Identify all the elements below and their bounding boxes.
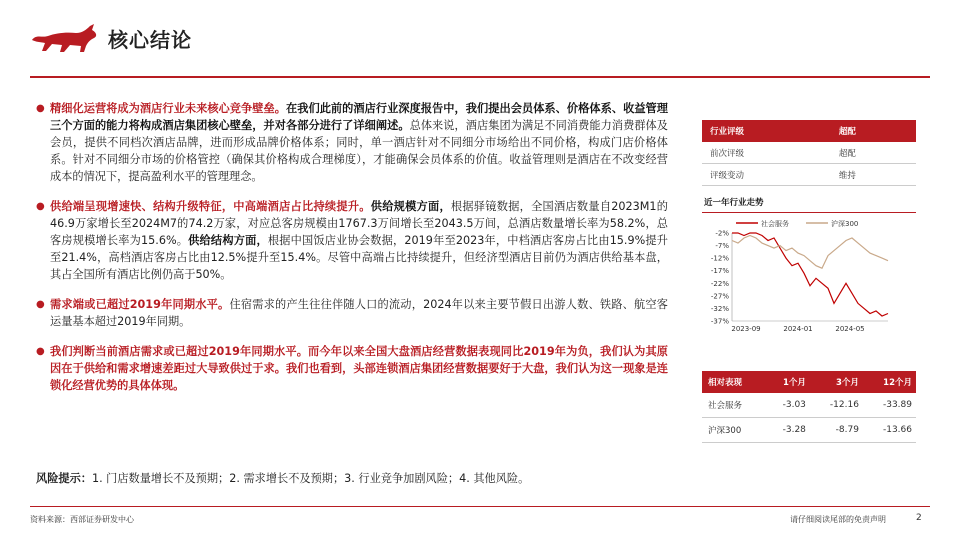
rating-header-row <box>702 120 916 142</box>
performance-header-row <box>702 371 916 393</box>
performance-cell: -3.28 <box>765 418 810 443</box>
bull-logo-icon <box>30 20 100 56</box>
paragraph-4-lead: 我们判断当前酒店需求或已超过2019年同期水平。而今年以来全国大盘酒店经营数据表现同比2019年为负，我们认为其原因在于供给和需求增速差距过大导致供过于求。我们也看到，头部连锁酒店集团经营数据要好于大盘，我们认为这一现象是连锁化经营优势的具体体现。 <box>50 345 668 392</box>
y-tick-label: -32% <box>710 304 729 313</box>
page-title: 核心结论 <box>108 28 192 52</box>
table-row <box>702 393 916 418</box>
table-row <box>702 142 916 164</box>
performance-header-cell: 1个月 <box>765 371 810 393</box>
performance-cell: -3.03 <box>765 393 810 418</box>
rating-cell: 评级变动 <box>702 164 831 186</box>
y-tick-label: -37% <box>710 317 729 326</box>
legend-label: 社会服务 <box>761 220 789 228</box>
chart-axes <box>711 230 888 334</box>
x-tick-label: 2024-05 <box>835 325 865 333</box>
paragraph-1-lead: 精细化运营将成为酒店行业未来核心竞争壁垒。 <box>50 102 286 115</box>
conclusion-body <box>36 100 668 407</box>
rating-cell: 维持 <box>831 164 916 186</box>
y-tick-label: -22% <box>710 279 729 288</box>
rating-cell: 前次评级 <box>702 142 831 164</box>
performance-cell: 社会服务 <box>702 393 765 418</box>
chart-legend <box>736 219 858 228</box>
y-tick-label: -27% <box>710 292 729 301</box>
y-tick-label: -12% <box>710 254 729 263</box>
performance-table <box>702 371 916 443</box>
y-tick-label: -2% <box>715 229 729 238</box>
disclaimer-link[interactable]: 请仔细阅读尾部的免责声明 <box>790 515 886 524</box>
performance-header-cell: 相对表现 <box>702 371 765 393</box>
performance-cell: -12.16 <box>810 393 863 418</box>
sidebar <box>702 120 916 443</box>
paragraph-1-bold: 在我们此前的酒店行业深度报告中，我们提出会员体系、价格体系、收益管理三个方面的能力将构成酒店集团核心壁垒，并对各部分进行了详细阐述。 <box>50 102 668 132</box>
x-tick-label: 2024-01 <box>783 325 813 333</box>
trend-divider <box>702 212 916 213</box>
conclusion-paragraph-1 <box>36 100 668 185</box>
paragraph-1-text: 总体来说，酒店集团为满足不同消费能力消费群体及会员，提供不同档次酒店品牌，进而形成品牌价格体系；同时，单一酒店针对不同细分市场给出不同价格，构成门店价格体系。针对不同细分市场的价格管控（确保其价格构成合理梯度），才能确保会员体系的价值。收益管理则是酒店在不改变经营成本的情况下，提高盈利水平的管理理念。 <box>50 119 668 183</box>
source-note: 资料来源：西部证券研发中心 <box>30 515 134 524</box>
rating-header-label: 行业评级 <box>702 120 831 142</box>
performance-cell: -8.79 <box>810 418 863 443</box>
performance-header-cell: 12个月 <box>863 371 916 393</box>
conclusion-paragraph-2 <box>36 198 668 283</box>
rating-table <box>702 120 916 186</box>
page-number: 2 <box>916 513 922 523</box>
x-tick-label: 2023-09 <box>731 325 761 333</box>
trend-title: 近一年行业走势 <box>704 198 764 208</box>
series-line <box>732 233 888 316</box>
performance-cell: -33.89 <box>863 393 916 418</box>
paragraph-3-text: 住宿需求的产生往往伴随人口的流动，2024年以来主要节假日出游人数、铁路、航空客运量基本超过2019年同期。 <box>50 298 668 328</box>
conclusion-paragraph-4 <box>36 343 668 394</box>
paragraph-3-lead: 需求端或已超过2019年同期水平。 <box>50 298 230 311</box>
series-line <box>732 236 888 269</box>
paragraph-2-bold-2: 供给结构方面， <box>188 234 268 247</box>
top-divider <box>30 76 930 78</box>
chart-series <box>732 233 888 316</box>
paragraph-2-text: 根据驿镜数据，全国酒店数量自2023M1的46.9万家增长至2024M7的74.2万家，对应总客房规模由1767.3万间增长至2043.5万间，总酒店数量增长率为58.2%，总客房规模增长率为15.6%。 <box>50 200 668 247</box>
rating-header-value: 超配 <box>831 120 916 142</box>
table-row <box>702 418 916 443</box>
performance-cell: -13.66 <box>863 418 916 443</box>
performance-header-cell: 3个月 <box>810 371 863 393</box>
risk-label: 风险提示： <box>36 472 92 485</box>
paragraph-2-lead: 供给端呈现增速快、结构升级特征，中高端酒店占比持续提升。 <box>50 200 371 213</box>
risk-text: 1. 门店数量增长不及预期；2. 需求增长不及预期；3. 行业竞争加剧风险；4. 其他风险。 <box>91 472 530 485</box>
legend-label: 沪深300 <box>831 220 859 228</box>
conclusion-paragraph-3 <box>36 296 668 330</box>
table-row <box>702 164 916 186</box>
bottom-divider <box>30 506 930 507</box>
y-tick-label: -17% <box>710 267 729 276</box>
performance-cell: 沪深300 <box>702 418 765 443</box>
trend-chart <box>702 215 916 345</box>
y-tick-label: -7% <box>715 242 729 251</box>
rating-cell: 超配 <box>831 142 916 164</box>
paragraph-2-bold: 供给规模方面， <box>370 200 451 213</box>
paragraph-2-text-2: 根据中国饭店业协会数据，2019年至2023年，中档酒店客房占比由15.9%提升至21.4%，高档酒店客房占比由12.5%提升至15.4%。尽管中高端占比持续提升，但经济型酒店目前仍为酒店供给基本盘，其占全国所有酒店比例仍高于50%。 <box>50 234 668 281</box>
risk-warning <box>36 470 529 486</box>
